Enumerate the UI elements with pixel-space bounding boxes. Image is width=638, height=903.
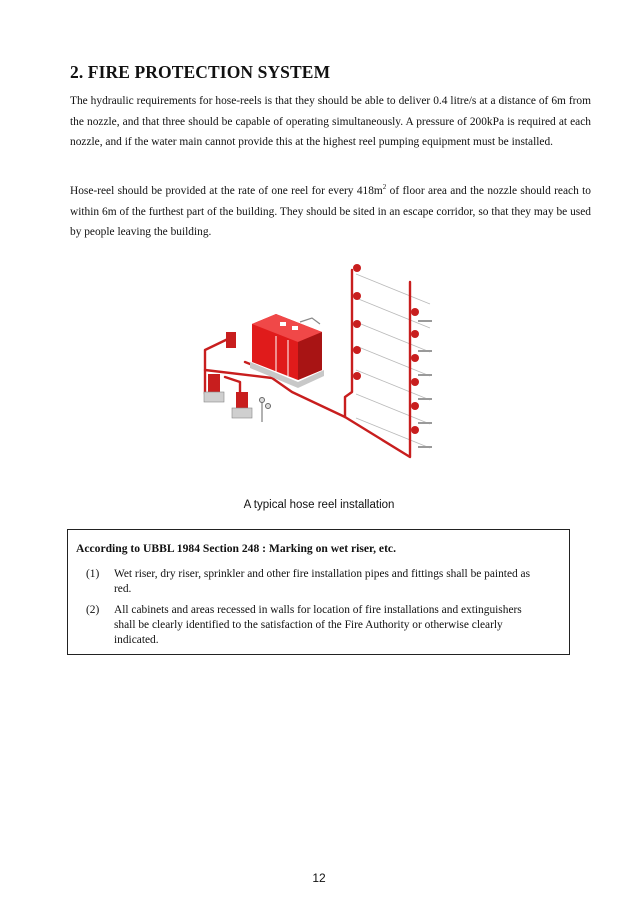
regulation-item-text: All cabinets and areas recessed in walls for location of fire installations and extinguishers shall be clearly identified to the satisfaction of the Fire Authority or otherwise clearly indicated. — [114, 604, 522, 646]
regulation-item-number: (1) — [86, 568, 100, 580]
regulation-item-text: Wet riser, dry riser, sprinkler and other fire installation pipes and fittings shall be painted as red. — [114, 568, 531, 595]
regulation-box — [67, 529, 570, 655]
paragraph-hose-reel-provision — [70, 181, 591, 243]
pump-1 — [204, 374, 224, 402]
section-heading: 2. FIRE PROTECTION SYSTEM — [70, 62, 331, 82]
hose-reels-riser-1 — [353, 264, 361, 380]
regulation-item — [74, 567, 544, 597]
superscript-squared: 2 — [382, 183, 387, 191]
floor-level-marks — [418, 320, 432, 448]
paragraph-text-end: of floor area and the nozzle should reach to within 6m of the furthest part of the building. They should be sited in an escape corridor, so that they may be used by people leaving the building. — [70, 185, 591, 238]
control-panel — [226, 332, 236, 348]
figure-caption: A typical hose reel installation — [243, 499, 395, 511]
hose-reel-installation-diagram — [180, 252, 450, 467]
regulation-item — [74, 603, 544, 648]
hose-reel-diagram-svg — [180, 252, 450, 467]
paragraph-text-start: Hose-reel should be provided at the rate of one reel for every 418m — [70, 185, 383, 197]
valves — [260, 398, 271, 423]
regulation-item-number: (2) — [86, 604, 100, 616]
regulation-list — [74, 567, 544, 654]
regulation-box-title: According to UBBL 1984 Section 248 : Marking on wet riser, etc. — [76, 542, 396, 555]
pump-2 — [232, 392, 252, 418]
page-number: 12 — [312, 871, 326, 885]
floor-lines — [356, 274, 430, 448]
paragraph-hydraulic-requirements: The hydraulic requirements for hose-reels is that they should be able to deliver 0.4 litre/s at a distance of 6m from the nozzle, and that three should be capable of operating simultaneously. A pressure of 200kPa is required at each nozzle, and if the water main cannot provide this at the highest reel pumping equipment must be installed. — [70, 95, 591, 148]
